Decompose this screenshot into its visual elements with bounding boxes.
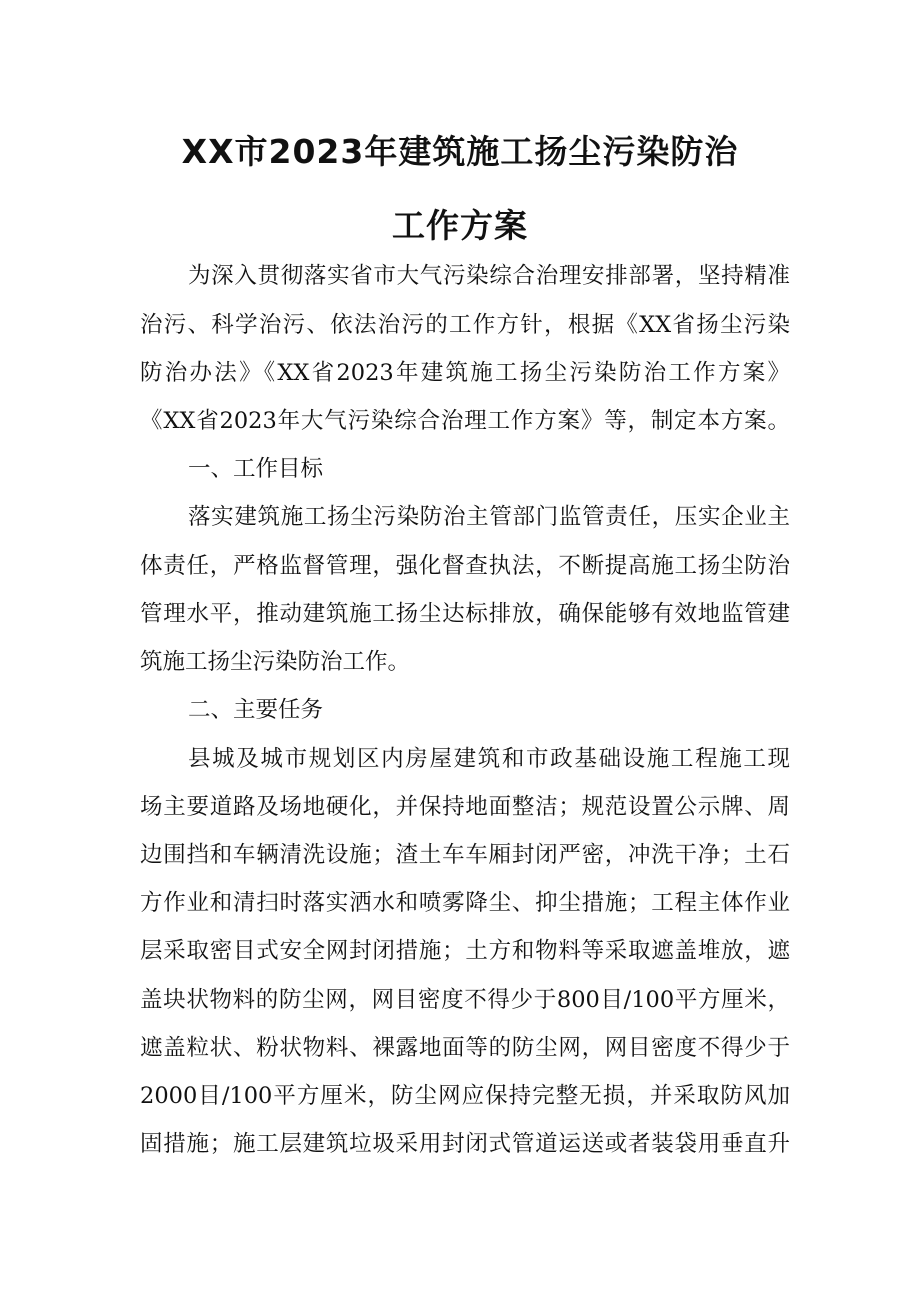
document-title-line-2: 工作方案	[392, 206, 528, 245]
section-2-line-1: 县城及城市规划区内房屋建筑和市政基础设施工程施工现	[188, 746, 790, 772]
intro-line-1: 为深入贯彻落实省市大气污染综合治理安排部署，坚持精准	[188, 263, 790, 289]
section-2-line-8: 2000目/100平方厘米，防尘网应保持完整无损，并采取防风加	[140, 1083, 790, 1109]
section-2-heading: 二、主要任务	[188, 697, 324, 723]
section-1-line-2: 体责任，严格监督管理，强化督查执法，不断提高施工扬尘防治	[140, 553, 790, 579]
section-2-line-6: 盖块状物料的防尘网，网目密度不得少于800目/100平方厘米，	[140, 987, 790, 1013]
section-1-line-4: 筑施工扬尘污染防治工作。	[140, 649, 411, 675]
document-title-line-1: XX市2023年建筑施工扬尘污染防治	[181, 132, 739, 171]
section-1-heading: 一、工作目标	[188, 456, 324, 482]
section-2-line-9: 固措施；施工层建筑垃圾采用封闭式管道运送或者装袋用垂直升	[140, 1131, 790, 1157]
intro-line-3: 防治办法》《XX省2023年建筑施工扬尘污染防治工作方案》	[140, 360, 790, 386]
intro-line-2: 治污、科学治污、依法治污的工作方针，根据《XX省扬尘污染	[140, 312, 790, 338]
section-2-line-4: 方作业和清扫时落实洒水和喷雾降尘、抑尘措施；工程主体作业	[140, 890, 790, 916]
section-2-line-5: 层采取密目式安全网封闭措施；土方和物料等采取遮盖堆放，遮	[140, 938, 790, 964]
intro-line-4: 《XX省2023年大气污染综合治理工作方案》等，制定本方案。	[140, 408, 790, 434]
section-2-line-3: 边围挡和车辆清洗设施；渣土车车厢封闭严密，冲洗干净；土石	[140, 842, 790, 868]
section-2-line-2: 场主要道路及场地硬化，并保持地面整洁；规范设置公示牌、周	[140, 794, 790, 820]
section-1-line-1: 落实建筑施工扬尘污染防治主管部门监管责任，压实企业主	[188, 504, 790, 530]
section-2-line-7: 遮盖粒状、粉状物料、裸露地面等的防尘网，网目密度不得少于	[140, 1035, 790, 1061]
section-1-line-3: 管理水平，推动建筑施工扬尘达标排放，确保能够有效地监管建	[140, 601, 790, 627]
